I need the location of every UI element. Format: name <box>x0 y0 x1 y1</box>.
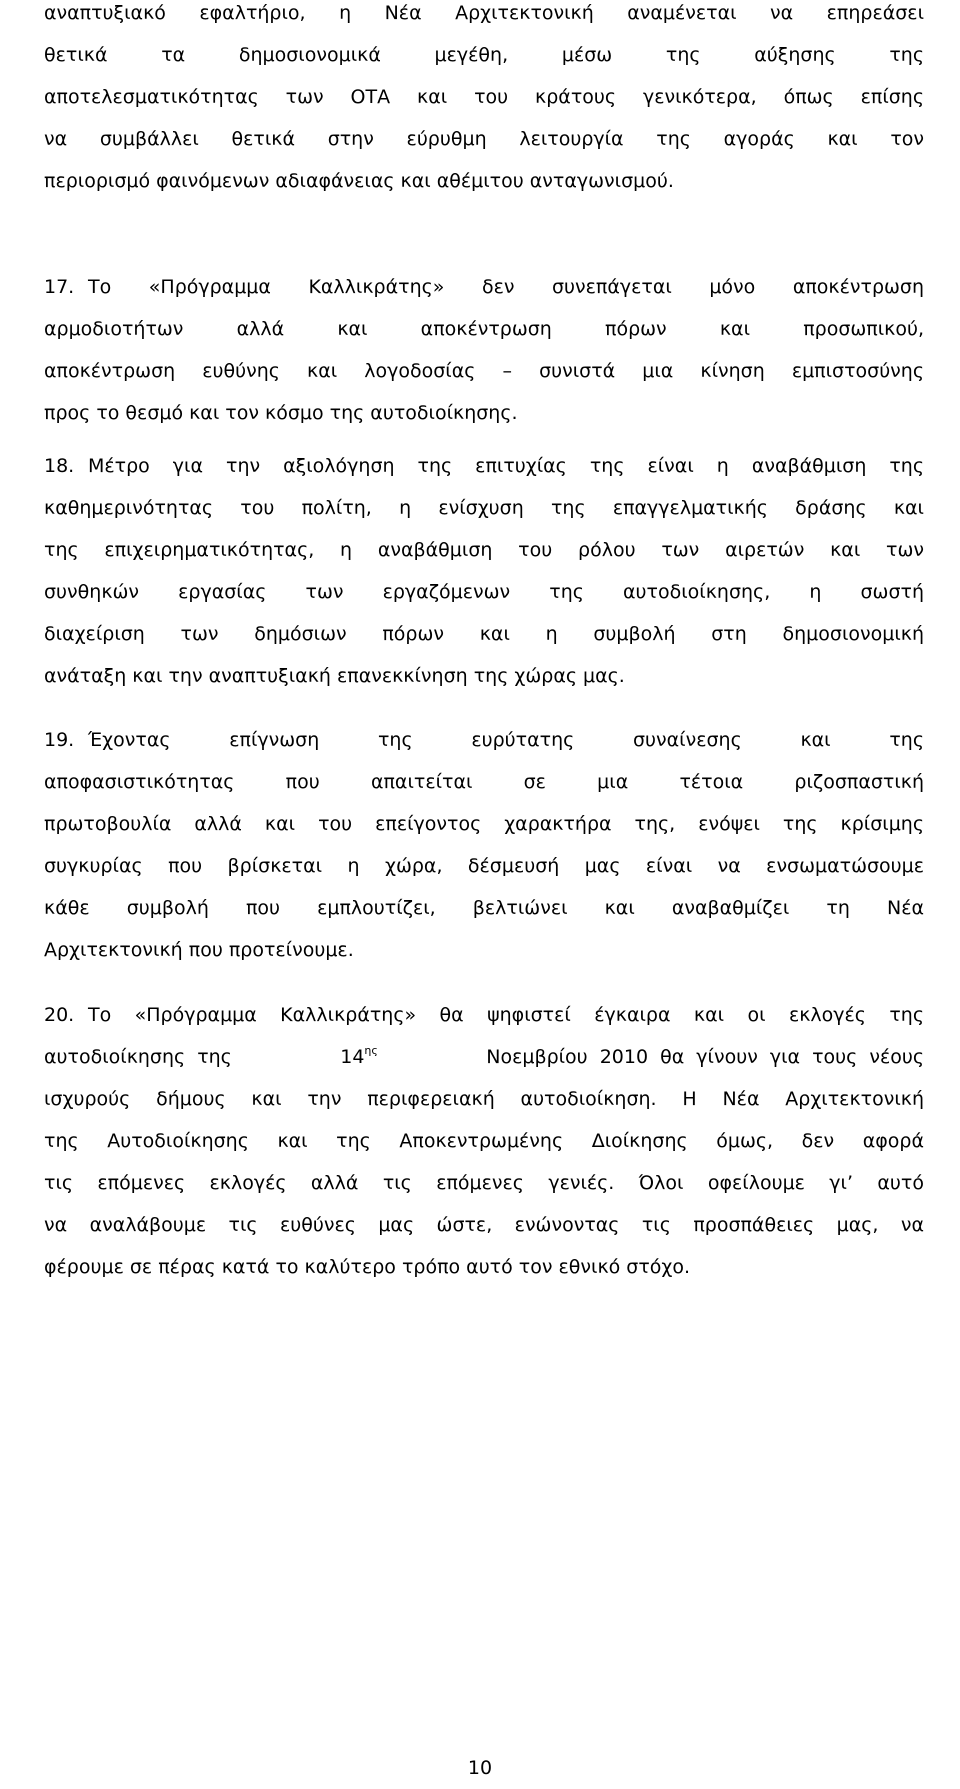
paragraph-number: 20. <box>44 1004 75 1026</box>
paragraph-line: συνθηκών εργασίας των εργαζόμενων της αυτοδιοίκησης, η σωστή <box>44 581 924 603</box>
paragraph-line: διαχείριση των δημόσιων πόρων και η συμβολή στη δημοσιονομική <box>44 623 924 645</box>
paragraph-line <box>44 266 924 308</box>
paragraph-line: να αναλάβουμε τις ευθύνες μας ώστε, ενώνοντας τις προσπάθειες μας, να <box>44 1214 924 1236</box>
paragraph-19 <box>44 719 924 971</box>
paragraph-line: της επιχειρηματικότητας, η αναβάθμιση του ρόλου των αιρετών και των <box>44 539 924 561</box>
paragraph-line: συγκυρίας που βρίσκεται η χώρα, δέσμευσή μας είναι να ενσωματώσουμε <box>44 855 924 877</box>
paragraph-line: αποτελεσματικότητας των ΟΤΑ και του κράτους γενικότερα, όπως επίσης <box>44 86 924 108</box>
day-number: 14 <box>340 1046 365 1068</box>
paragraph-line <box>44 1036 924 1078</box>
paragraph-line: φέρουμε σε πέρας κατά το καλύτερο τρόπο αυτό τον εθνικό στόχο. <box>44 1256 691 1278</box>
paragraph-line-text: Έχοντας επίγνωση της ευρύτατης συναίνεσης και της <box>88 729 924 751</box>
paragraph-17 <box>44 266 924 434</box>
paragraph-line-text: αυτοδιοίκησης της <box>44 1046 232 1068</box>
paragraph-line-text: Το «Πρόγραμμα Καλλικράτης» δεν συνεπάγεται μόνο αποκέντρωση <box>88 276 924 298</box>
paragraph-number: 18. <box>44 455 75 477</box>
paragraph-number: 17. <box>44 276 75 298</box>
paragraph-line: αποκέντρωση ευθύνης και λογοδοσίας – συνιστά μια κίνηση εμπιστοσύνης <box>44 360 924 382</box>
paragraph-line-text: Το «Πρόγραμμα Καλλικράτης» θα ψηφιστεί έγκαιρα και οι εκλογές της <box>88 1004 924 1026</box>
page-number: 10 <box>467 1757 493 1779</box>
paragraph-line: αναπτυξιακό εφαλτήριο, η Νέα Αρχιτεκτονική αναμένεται να επηρεάσει <box>44 2 924 24</box>
paragraph-line-text: Μέτρο για την αξιολόγηση της επιτυχίας της είναι η αναβάθμιση της <box>88 455 924 477</box>
paragraph-line: κάθε συμβολή που εμπλουτίζει, βελτιώνει και αναβαθμίζει τη Νέα <box>44 897 924 919</box>
ordinal-suffix: ης <box>364 1044 378 1057</box>
paragraph-line: να συμβάλλει θετικά στην εύρυθμη λειτουργία της αγοράς και τον <box>44 128 924 150</box>
paragraph-line: Αρχιτεκτονική που προτείνουμε. <box>44 939 354 961</box>
paragraph-line <box>44 719 924 761</box>
paragraph-line: της Αυτοδιοίκησης και της Αποκεντρωμένης Διοίκησης όμως, δεν αφορά <box>44 1130 924 1152</box>
paragraph-line-text: Νοεμβρίου 2010 θα γίνουν για τους νέους <box>486 1046 924 1068</box>
paragraph-line: περιορισμό φαινόμενων αδιαφάνειας και αθέμιτου ανταγωνισμού. <box>44 170 674 192</box>
paragraph-line: τις επόμενες εκλογές αλλά τις επόμενες γενιές. Όλοι οφείλουμε γι’ αυτό <box>44 1172 924 1194</box>
ordinal-date <box>340 1036 378 1078</box>
paragraph-20 <box>44 994 924 1288</box>
paragraph-line: ανάταξη και την αναπτυξιακή επανεκκίνηση της χώρας μας. <box>44 665 625 687</box>
paragraph-18 <box>44 445 924 697</box>
paragraph-line: αποφασιστικότητας που απαιτείται σε μια τέτοια ριζοσπαστική <box>44 771 924 793</box>
paragraph-line: καθημερινότητας του πολίτη, η ενίσχυση της επαγγελματικής δράσης και <box>44 497 924 519</box>
paragraph-line: προς το θεσμό και τον κόσμο της αυτοδιοίκησης. <box>44 402 518 424</box>
paragraph-line <box>44 994 924 1036</box>
paragraph-line: ισχυρούς δήμους και την περιφερειακή αυτοδιοίκηση. Η Νέα Αρχιτεκτονική <box>44 1088 924 1110</box>
paragraph-line: θετικά τα δημοσιονομικά μεγέθη, μέσω της αύξησης της <box>44 44 924 66</box>
paragraph-line: αρμοδιοτήτων αλλά και αποκέντρωση πόρων και προσωπικού, <box>44 318 924 340</box>
paragraph-line <box>44 445 924 487</box>
paragraph-intro <box>44 0 924 202</box>
paragraph-number: 19. <box>44 729 75 751</box>
paragraph-line: πρωτοβουλία αλλά και του επείγοντος χαρακτήρα της, ενόψει της κρίσιμης <box>44 813 924 835</box>
